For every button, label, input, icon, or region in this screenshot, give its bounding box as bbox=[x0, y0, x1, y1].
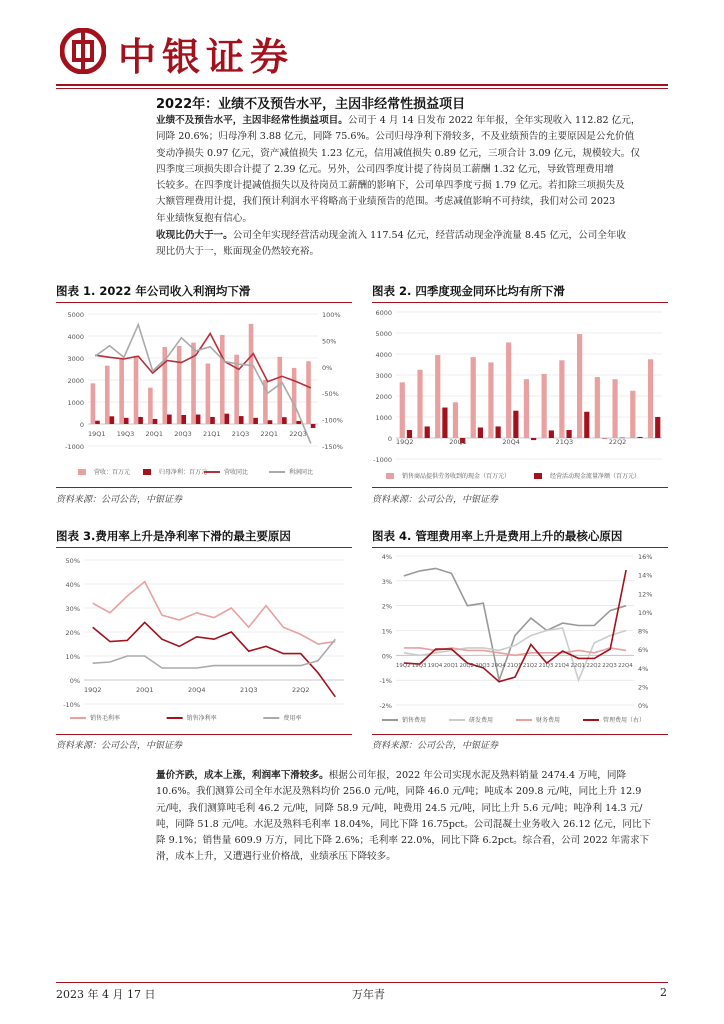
figure1-rule-bottom bbox=[56, 487, 352, 488]
figure1-source: 资料来源：公司公告，中银证券 bbox=[56, 495, 183, 505]
bar bbox=[148, 388, 153, 424]
bar bbox=[234, 355, 239, 424]
y-tick-label: 3000 bbox=[67, 355, 84, 363]
y-right-tick-label: -150% bbox=[322, 443, 343, 451]
para1-line: 四季度三项损失即合计提了 2.39 亿元。另外，公司四季度计提了待岗员工薪酬 1.32 亿元，导致管理费用增 bbox=[156, 163, 614, 175]
para3-line: 元/吨，我们测算吨毛利 46.2 元/吨，同降 58.9 元/吨，吨费用 24.5 元/吨，同比上升 5.6 元/吨；吨净利 14.3 元/ bbox=[156, 802, 643, 814]
bar bbox=[239, 416, 244, 424]
x-tick-label: 21Q3 bbox=[231, 430, 250, 438]
paragraph-earnings bbox=[156, 113, 686, 227]
bar bbox=[566, 430, 571, 438]
bar bbox=[549, 430, 554, 438]
bar bbox=[282, 417, 287, 424]
para3-line: 降 9.1%；销售量 609.9 万方，同比下降 2.6%；毛利率 22.0%，同比下降 6.2pct。综合看，公司 2022 年需求下 bbox=[156, 835, 650, 847]
legend-label: 营收同比 bbox=[224, 469, 249, 476]
figure2-source: 资料来源：公司公告，中银证券 bbox=[372, 495, 499, 505]
brand-name: 中银证券 bbox=[118, 35, 295, 79]
figure1-chart bbox=[56, 304, 352, 482]
bar bbox=[105, 366, 110, 424]
bar bbox=[407, 430, 412, 438]
bar bbox=[531, 438, 536, 440]
y-right-tick-label: 14% bbox=[638, 571, 653, 580]
figure1-rule bbox=[56, 302, 352, 303]
legend-label: 财务费用 bbox=[536, 717, 561, 724]
footer-company: 万年青 bbox=[352, 988, 385, 1001]
x-tick-label: 20Q1 bbox=[136, 686, 154, 694]
y-tick-label: 5000 bbox=[67, 311, 84, 319]
bar bbox=[435, 355, 440, 438]
y-tick-label: 4% bbox=[381, 553, 392, 561]
paragraph-cashflow bbox=[156, 228, 686, 261]
x-tick-label: 19Q2 bbox=[396, 663, 411, 669]
x-tick-label: 22Q3 bbox=[289, 430, 307, 438]
x-tick-label: 20Q1 bbox=[145, 430, 164, 438]
x-tick-label: 22Q2 bbox=[292, 686, 310, 694]
figure3-rule-bottom bbox=[56, 734, 352, 735]
bar bbox=[95, 421, 100, 424]
legend-label: 销售费用 bbox=[402, 717, 427, 724]
bar bbox=[177, 346, 182, 424]
footer-date: 2023 年 4 月 17 日 bbox=[56, 988, 156, 1001]
header-rule-thin bbox=[56, 88, 668, 89]
bar bbox=[488, 362, 493, 438]
bar bbox=[400, 382, 405, 438]
y-tick-label: 1% bbox=[381, 627, 392, 636]
legend-label: 销售毛利率 bbox=[90, 715, 121, 722]
series-line bbox=[93, 582, 336, 644]
bar bbox=[253, 418, 258, 424]
bar bbox=[584, 412, 589, 438]
x-tick-label: 20Q1 bbox=[449, 438, 467, 446]
y-tick-label: -1000 bbox=[373, 456, 392, 464]
figure4-rule bbox=[372, 547, 668, 548]
x-tick-label: 20Q4 bbox=[188, 686, 206, 694]
bar bbox=[453, 402, 458, 438]
x-tick-label: 21Q3 bbox=[555, 438, 574, 446]
x-tick-label: 22Q2 bbox=[608, 438, 627, 446]
bar bbox=[630, 391, 635, 438]
figure2-title: 图表 2. 四季度现金同环比均有所下滑 bbox=[372, 284, 565, 298]
y-tick-label: 2000 bbox=[375, 393, 392, 401]
legend-label: 研发费用 bbox=[469, 717, 494, 724]
legend-label: 管理费用（右） bbox=[603, 717, 646, 724]
bar bbox=[181, 415, 186, 424]
bar bbox=[559, 360, 564, 438]
para1-line: 年业绩恢复抱有信心。 bbox=[156, 212, 252, 224]
bar bbox=[425, 426, 430, 438]
legend-swatch bbox=[78, 469, 86, 475]
x-tick-label: 19Q1 bbox=[88, 430, 106, 438]
x-tick-label: 22Q3 bbox=[602, 663, 617, 669]
bar bbox=[220, 335, 225, 424]
bar bbox=[124, 418, 129, 424]
header-rule bbox=[56, 84, 668, 86]
para1-line: 变动净损失 0.97 亿元，资产减值损失 1.23 亿元，信用减值损失 0.89 亿元，三项合计 3.09 亿元，规模较大。仅 bbox=[156, 147, 640, 159]
y-right-tick-label: 4% bbox=[638, 664, 649, 673]
legend-label: 营收：百万元 bbox=[94, 469, 131, 476]
y-tick-label: 0% bbox=[381, 652, 392, 661]
bar bbox=[249, 324, 254, 424]
x-tick-label: 22Q2 bbox=[586, 663, 601, 669]
x-tick-label: 19Q2 bbox=[396, 438, 414, 446]
figure4-source: 资料来源：公司公告，中银证券 bbox=[372, 741, 499, 751]
figure3-title: 图表 3.费用率上升是净利率下滑的最主要原因 bbox=[56, 529, 291, 543]
bar bbox=[134, 356, 139, 424]
y-tick-label: -1000 bbox=[65, 443, 84, 451]
bar bbox=[110, 416, 115, 424]
y-right-tick-label: 100% bbox=[322, 311, 341, 319]
figure3-rule bbox=[56, 547, 352, 548]
bar bbox=[542, 374, 547, 438]
y-right-tick-label: 0% bbox=[638, 702, 649, 710]
para3-line: 吨，同降 51.8 元/吨。水泥及熟料毛利率 18.04%，同比下降 16.75pct。公司混凝土业务收入 26.12 亿元，同比下 bbox=[156, 818, 652, 830]
y-right-tick-label: -100% bbox=[322, 416, 343, 425]
x-tick-label: 22Q1 bbox=[570, 663, 586, 669]
bar bbox=[311, 424, 316, 428]
figure4-chart bbox=[372, 550, 668, 730]
para3-line: 根据公司年报，2022 年公司实现水泥及熟料销量 2474.4 万吨，同降 bbox=[328, 770, 627, 781]
y-tick-label: 5000 bbox=[375, 330, 392, 338]
bank-logo-icon bbox=[60, 28, 106, 74]
para3-line: 滑，成本上升，又遭遇行业价格战，业绩承压下降较多。 bbox=[156, 851, 396, 863]
bar bbox=[577, 334, 582, 438]
bar bbox=[296, 421, 301, 424]
bar bbox=[306, 361, 311, 424]
x-tick-label: 21Q2 bbox=[522, 663, 538, 669]
bar bbox=[153, 419, 158, 424]
para3-line: 10.6%。我们测算公司全年水泥及熟料均价 256.0 元/吨，同降 46.0 元/吨；吨成本 209.8 元/吨，同比上升 12.9 bbox=[156, 786, 642, 798]
bar bbox=[225, 414, 230, 424]
para2-lead: 收现比仍大于一。 bbox=[156, 230, 233, 241]
footer-page-number: 2 bbox=[660, 986, 667, 999]
x-tick-label: 20Q1 bbox=[443, 663, 459, 669]
y-tick-label: -10% bbox=[63, 701, 80, 709]
bar bbox=[138, 417, 143, 424]
bar bbox=[167, 415, 172, 424]
legend-label: 费用率 bbox=[283, 715, 302, 722]
y-tick-label: -1% bbox=[379, 677, 392, 686]
figure1-title: 图表 1. 2022 年公司收入利润均下滑 bbox=[56, 284, 251, 298]
bar bbox=[91, 383, 96, 424]
y-tick-label: 4000 bbox=[67, 333, 84, 341]
y-tick-label: 0 bbox=[79, 421, 84, 429]
x-tick-label: 21Q3 bbox=[538, 663, 554, 669]
y-tick-label: 3000 bbox=[375, 372, 392, 380]
y-tick-label: 0% bbox=[69, 677, 80, 685]
bar bbox=[471, 357, 476, 438]
bar bbox=[478, 428, 483, 439]
bar bbox=[602, 438, 607, 439]
y-right-tick-label: 8% bbox=[638, 627, 649, 636]
x-tick-label: 22Q1 bbox=[260, 430, 279, 438]
y-right-tick-label: 10% bbox=[638, 608, 653, 617]
bar bbox=[292, 368, 297, 424]
y-tick-label: 30% bbox=[65, 605, 80, 613]
bar bbox=[119, 359, 124, 424]
y-right-tick-label: 12% bbox=[638, 590, 653, 599]
x-tick-label: 21Q4 bbox=[554, 663, 570, 669]
y-tick-label: 3% bbox=[381, 577, 392, 586]
x-tick-label: 22Q4 bbox=[618, 663, 633, 669]
x-tick-label: 21Q1 bbox=[203, 430, 221, 438]
bar bbox=[655, 417, 660, 438]
legend-label: 销售商品提供劳务收到的现金（百万元） bbox=[402, 473, 511, 480]
x-tick-label: 20Q3 bbox=[475, 663, 490, 669]
y-tick-label: 4000 bbox=[375, 351, 392, 359]
footer-rule bbox=[56, 982, 668, 983]
y-right-tick-label: 0% bbox=[322, 363, 333, 372]
y-tick-label: 6000 bbox=[375, 309, 392, 317]
y-tick-label: 20% bbox=[65, 629, 80, 637]
figure4-rule-bottom bbox=[372, 734, 668, 735]
x-tick-label: 19Q3 bbox=[411, 663, 427, 669]
bar bbox=[513, 411, 518, 438]
y-right-tick-label: 50% bbox=[322, 337, 337, 346]
bar bbox=[210, 417, 215, 424]
x-tick-label: 19Q4 bbox=[427, 663, 443, 669]
y-tick-label: 2000 bbox=[67, 377, 84, 385]
bar bbox=[442, 408, 447, 438]
x-tick-label: 20Q4 bbox=[502, 438, 520, 446]
y-tick-label: 10% bbox=[65, 653, 80, 661]
y-right-tick-label: 2% bbox=[638, 683, 649, 692]
y-tick-label: 1000 bbox=[375, 414, 392, 422]
x-tick-label: 19Q2 bbox=[84, 686, 102, 694]
y-tick-label: 2% bbox=[381, 602, 392, 611]
bar bbox=[206, 364, 211, 425]
paragraph-volume-price bbox=[156, 768, 686, 866]
legend-swatch bbox=[143, 469, 151, 475]
y-tick-label: 50% bbox=[65, 557, 80, 565]
x-tick-label: 20Q3 bbox=[174, 430, 192, 438]
y-tick-label: 0 bbox=[387, 435, 392, 443]
figure2-chart bbox=[372, 304, 668, 482]
y-tick-label: 1000 bbox=[67, 399, 84, 407]
y-tick-label: 40% bbox=[65, 581, 80, 589]
x-tick-label: 21Q1 bbox=[507, 663, 522, 669]
bar bbox=[612, 379, 617, 438]
bar bbox=[648, 359, 653, 438]
page-headline: 2022年：业绩不及预告水平，主因非经常性损益项目 bbox=[156, 97, 466, 112]
para1-line: 同降 20.6%；归母净利 3.88 亿元，同降 75.6%。公司归母净利下滑较多，不及业绩预告的主要原因是公允价值 bbox=[156, 131, 635, 143]
para1-line: 大额管理费用计提，我们预计利润水平将略高于业绩预告的范围。考虑减值影响不可持续，我们对公司 2023 bbox=[156, 196, 616, 208]
bar bbox=[496, 426, 501, 438]
y-right-tick-label: 16% bbox=[638, 553, 653, 561]
legend-label: 经营活动现金流量净额（百万元） bbox=[550, 473, 641, 480]
legend-label: 利润同比 bbox=[289, 469, 314, 476]
bar bbox=[268, 420, 273, 424]
para2-line: 公司全年实现经营活动现金流入 117.54 亿元，经营活动现金净流量 8.45 亿元，公司全年收 bbox=[232, 230, 627, 241]
para1-lead: 业绩不及预告水平，主因非经常性损益项目。 bbox=[156, 115, 348, 126]
figure3-source: 资料来源：公司公告，中银证券 bbox=[56, 741, 183, 751]
para2-line: 现比仍大于一，账面现金仍然较充裕。 bbox=[156, 246, 320, 258]
figure4-title: 图表 4. 管理费用率上升是费用上升的最核心原因 bbox=[372, 529, 623, 543]
para1-line: 公司于 4 月 14 日发布 2022 年年报，全年实现收入 112.82 亿元， bbox=[347, 115, 641, 126]
para1-line: 长较多。在四季度计提减值损失以及待岗员工薪酬的影响下，公司单四季度亏损 1.79 亿元。若扣除三项损失及 bbox=[156, 180, 625, 192]
legend-label: 销售净利率 bbox=[186, 715, 217, 722]
bar bbox=[506, 342, 511, 438]
y-right-tick-label: -50% bbox=[322, 390, 339, 399]
x-tick-label: 20Q4 bbox=[491, 663, 506, 669]
bar bbox=[277, 357, 282, 424]
y-tick-label: -2% bbox=[379, 702, 392, 710]
x-tick-label: 20Q2 bbox=[459, 663, 475, 669]
bar bbox=[524, 379, 529, 438]
x-tick-label: 19Q3 bbox=[116, 430, 135, 438]
bar bbox=[595, 377, 600, 438]
legend-label: 归母净利：百万元 bbox=[159, 469, 208, 476]
figure2-rule bbox=[372, 302, 668, 303]
legend-swatch bbox=[534, 473, 542, 479]
figure3-chart bbox=[56, 550, 352, 730]
figure2-rule-bottom bbox=[372, 487, 668, 488]
legend-swatch bbox=[386, 473, 394, 479]
bar bbox=[196, 415, 201, 424]
bar bbox=[637, 437, 642, 438]
y-right-tick-label: 6% bbox=[638, 646, 649, 655]
bar bbox=[417, 370, 422, 438]
para3-lead: 量价齐跌，成本上涨，利润率下滑较多。 bbox=[156, 770, 329, 781]
x-tick-label: 21Q3 bbox=[240, 686, 258, 694]
